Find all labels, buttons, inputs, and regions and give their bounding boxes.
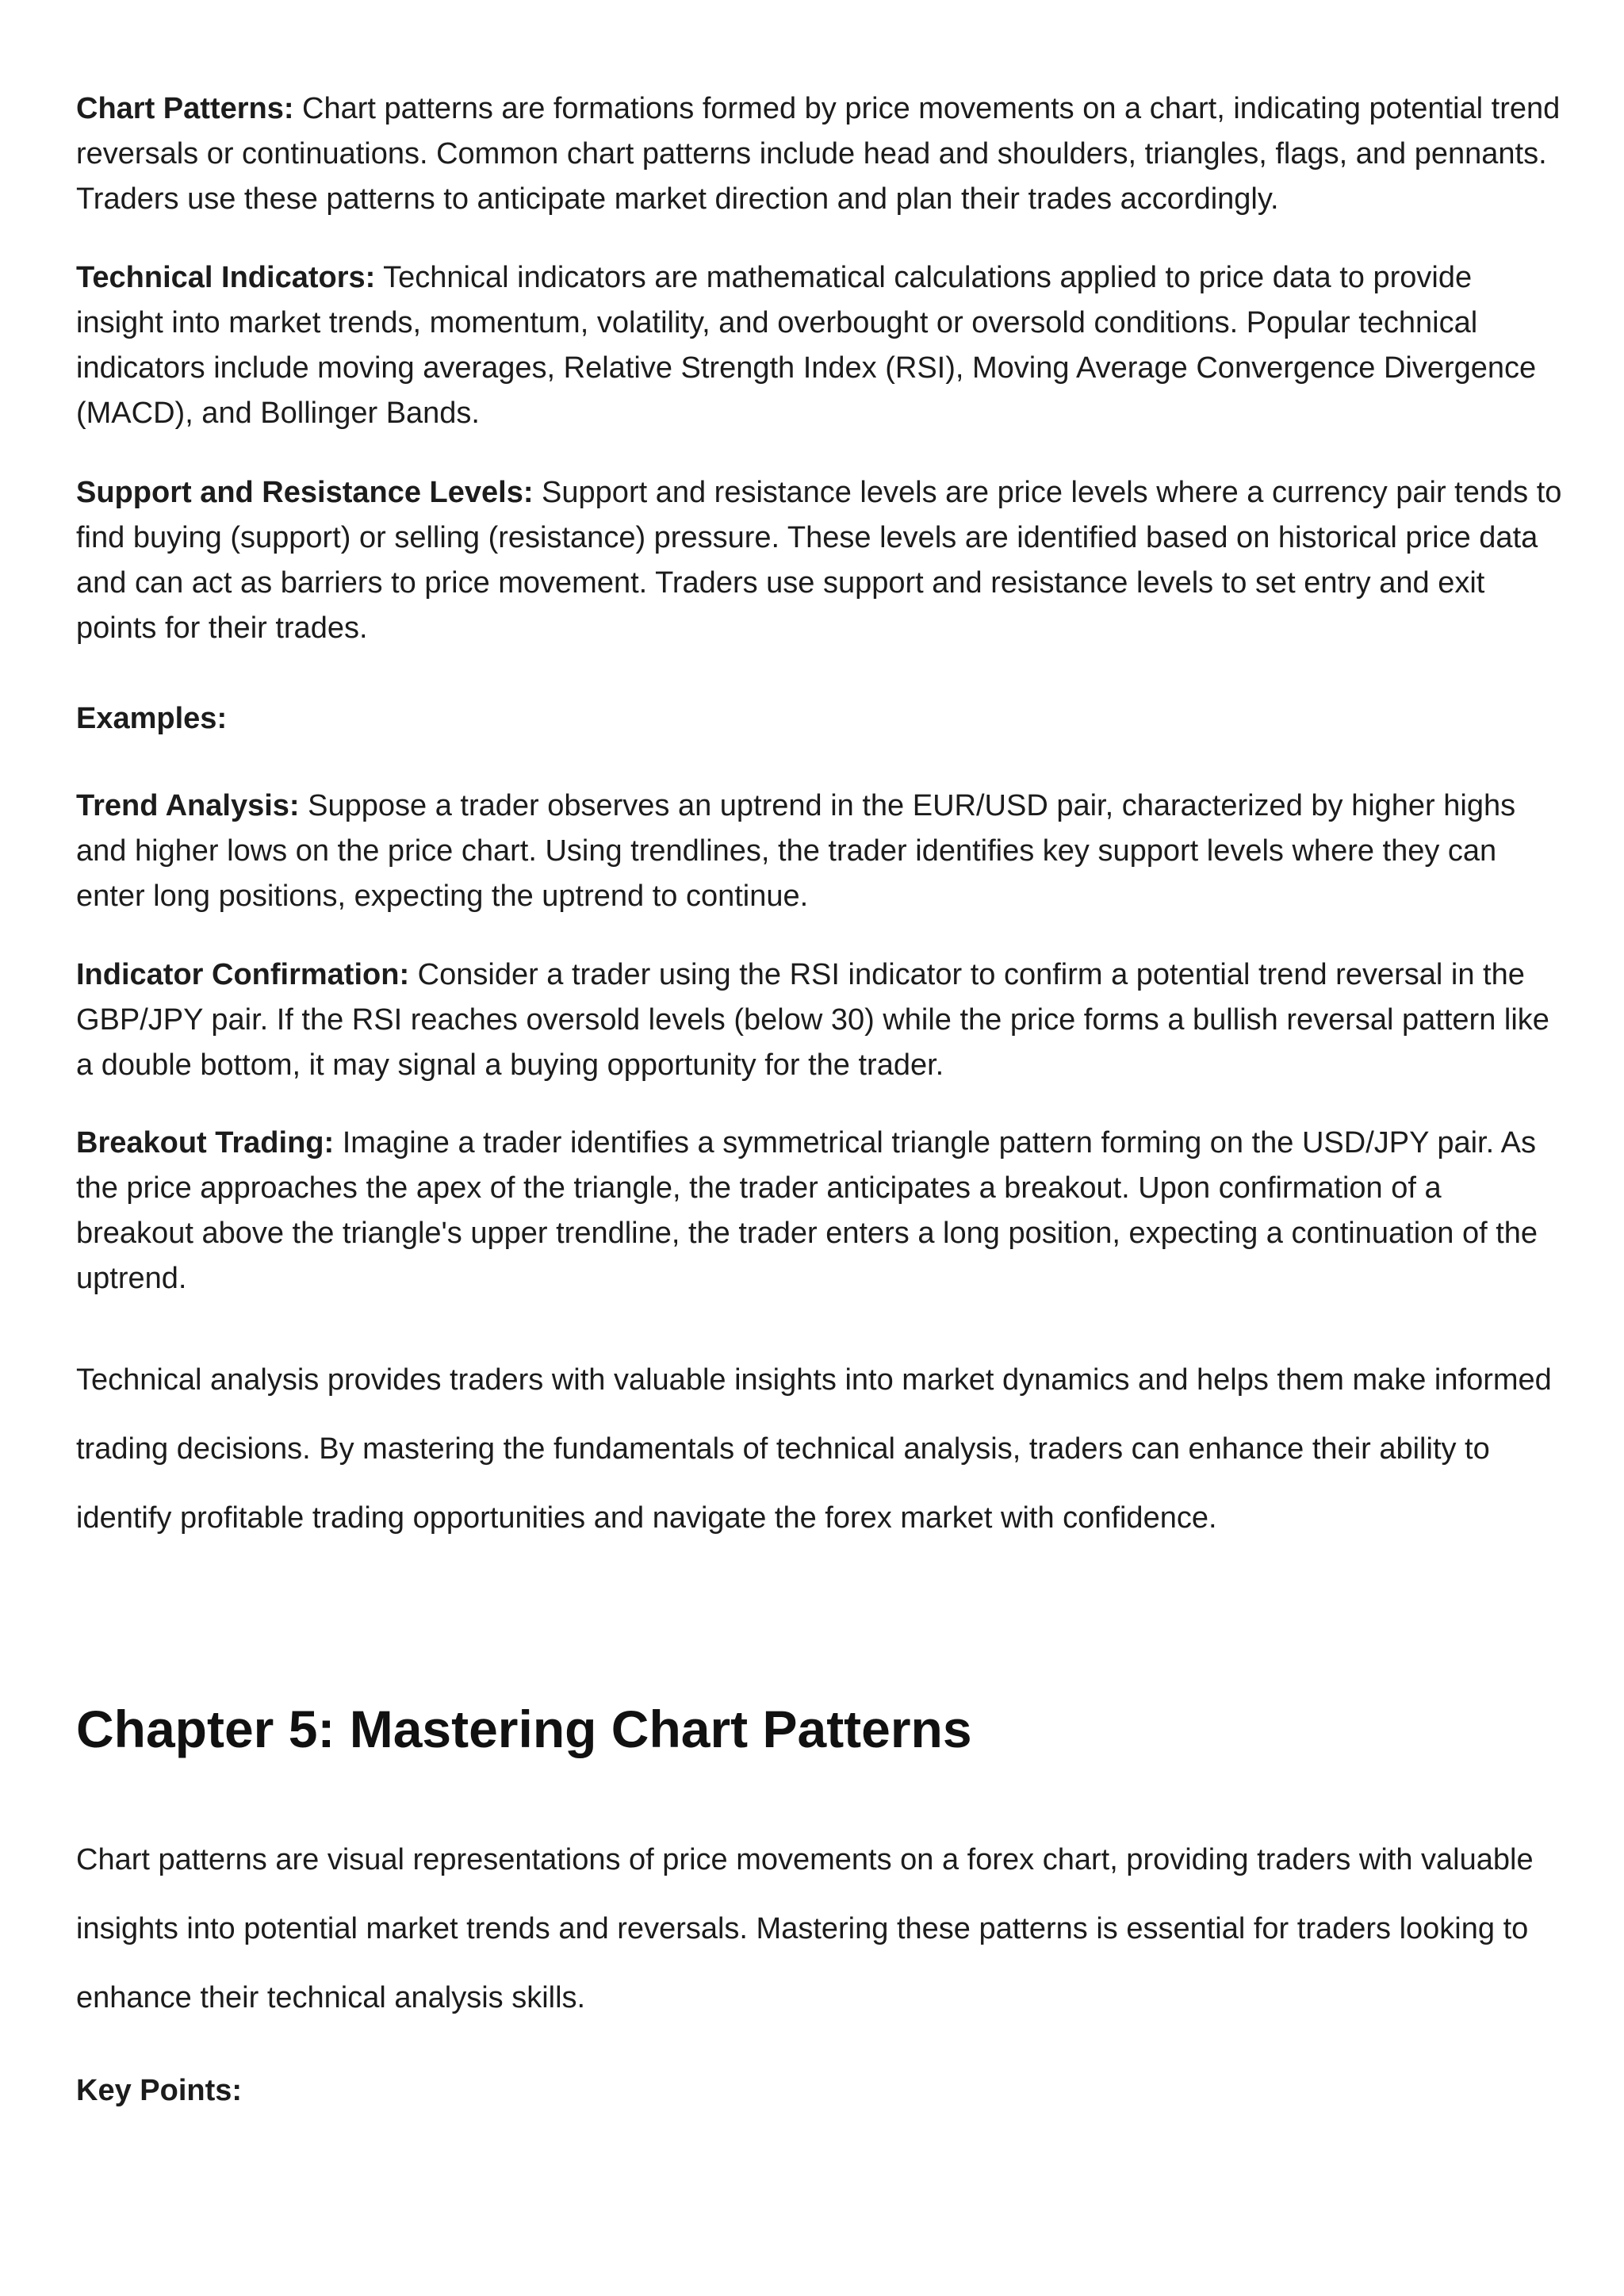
examples-heading: Examples:	[76, 702, 228, 735]
term-technical-indicators: Technical Indicators:	[76, 261, 376, 294]
term-chart-patterns: Chart Patterns:	[76, 92, 294, 125]
example-indicator-confirmation-text: Consider a trader using the RSI indicator to confirm a potential trend reversal in the GBP/JPY pair. If the RSI reaches oversold levels (below 30) while the price forms a bullish reversal pattern like a double bottom, it may signal a buying opportunity for the trader.	[76, 958, 1549, 1082]
example-trend-analysis-text: Suppose a trader observes an uptrend in the EUR/USD pair, characterized by higher highs and higher lows on the price chart. Using trendlines, the trader identifies key support levels where they can enter long positions, expecting the uptrend to continue.	[76, 789, 1516, 913]
example-breakout-trading	[76, 1121, 1567, 1301]
key-points-heading: Key Points:	[76, 2074, 243, 2107]
term-breakout-trading: Breakout Trading:	[76, 1126, 335, 1159]
paragraph-chart-patterns-text: Chart patterns are formations formed by price movements on a chart, indicating potential trend reversals or continuations. Common chart patterns include head and shoulders, triangles, flags, and pennants. Traders use these patterns to anticipate market direction and plan their trades accordingly.	[76, 92, 1561, 216]
term-trend-analysis: Trend Analysis:	[76, 789, 300, 822]
paragraph-technical-indicators-text: Technical indicators are mathematical calculations applied to price data to provide insight into market trends, momentum, volatility, and overbought or oversold conditions. Popular technical indicators include moving averages, Relative Strength Index (RSI), Moving Average Convergence Divergence (MACD), and Bollinger Bands.	[76, 261, 1537, 430]
term-support-resistance: Support and Resistance Levels:	[76, 476, 534, 509]
paragraph-technical-indicators	[76, 255, 1567, 436]
example-trend-analysis	[76, 784, 1567, 919]
chapter-intro-paragraph: Chart patterns are visual representations of price movements on a forex chart, providing traders with valuable insights into potential market trends and reversals. Mastering these patterns is essential for traders looking to enhance their technical analysis skills.	[76, 1843, 1534, 2014]
example-indicator-confirmation	[76, 953, 1567, 1088]
paragraph-chart-patterns	[76, 86, 1567, 222]
chapter-title: Chapter 5: Mastering Chart Patterns	[76, 1700, 972, 1758]
term-indicator-confirmation: Indicator Confirmation:	[76, 958, 410, 991]
example-breakout-trading-text: Imagine a trader identifies a symmetrical triangle pattern forming on the USD/JPY pair. As the price approaches the apex of the triangle, the trader anticipates a breakout. Upon confirmation of a breakout above the triangle's upper trendline, the trader enters a long position, expecting a continuation of the uptrend.	[76, 1126, 1538, 1295]
paragraph-support-resistance	[76, 470, 1567, 651]
conclusion-paragraph: Technical analysis provides traders with valuable insights into market dynamics and helps them make informed trading decisions. By mastering the fundamentals of technical analysis, traders can enhance their ability to identify profitable trading opportunities and navigate the forex market with confidence.	[76, 1363, 1552, 1535]
paragraph-support-resistance-text: Support and resistance levels are price levels where a currency pair tends to find buying (support) or selling (resistance) pressure. These levels are identified based on historical price data and can act as barriers to price movement. Traders use support and resistance levels to set entry and exit points for their trades.	[76, 476, 1562, 645]
